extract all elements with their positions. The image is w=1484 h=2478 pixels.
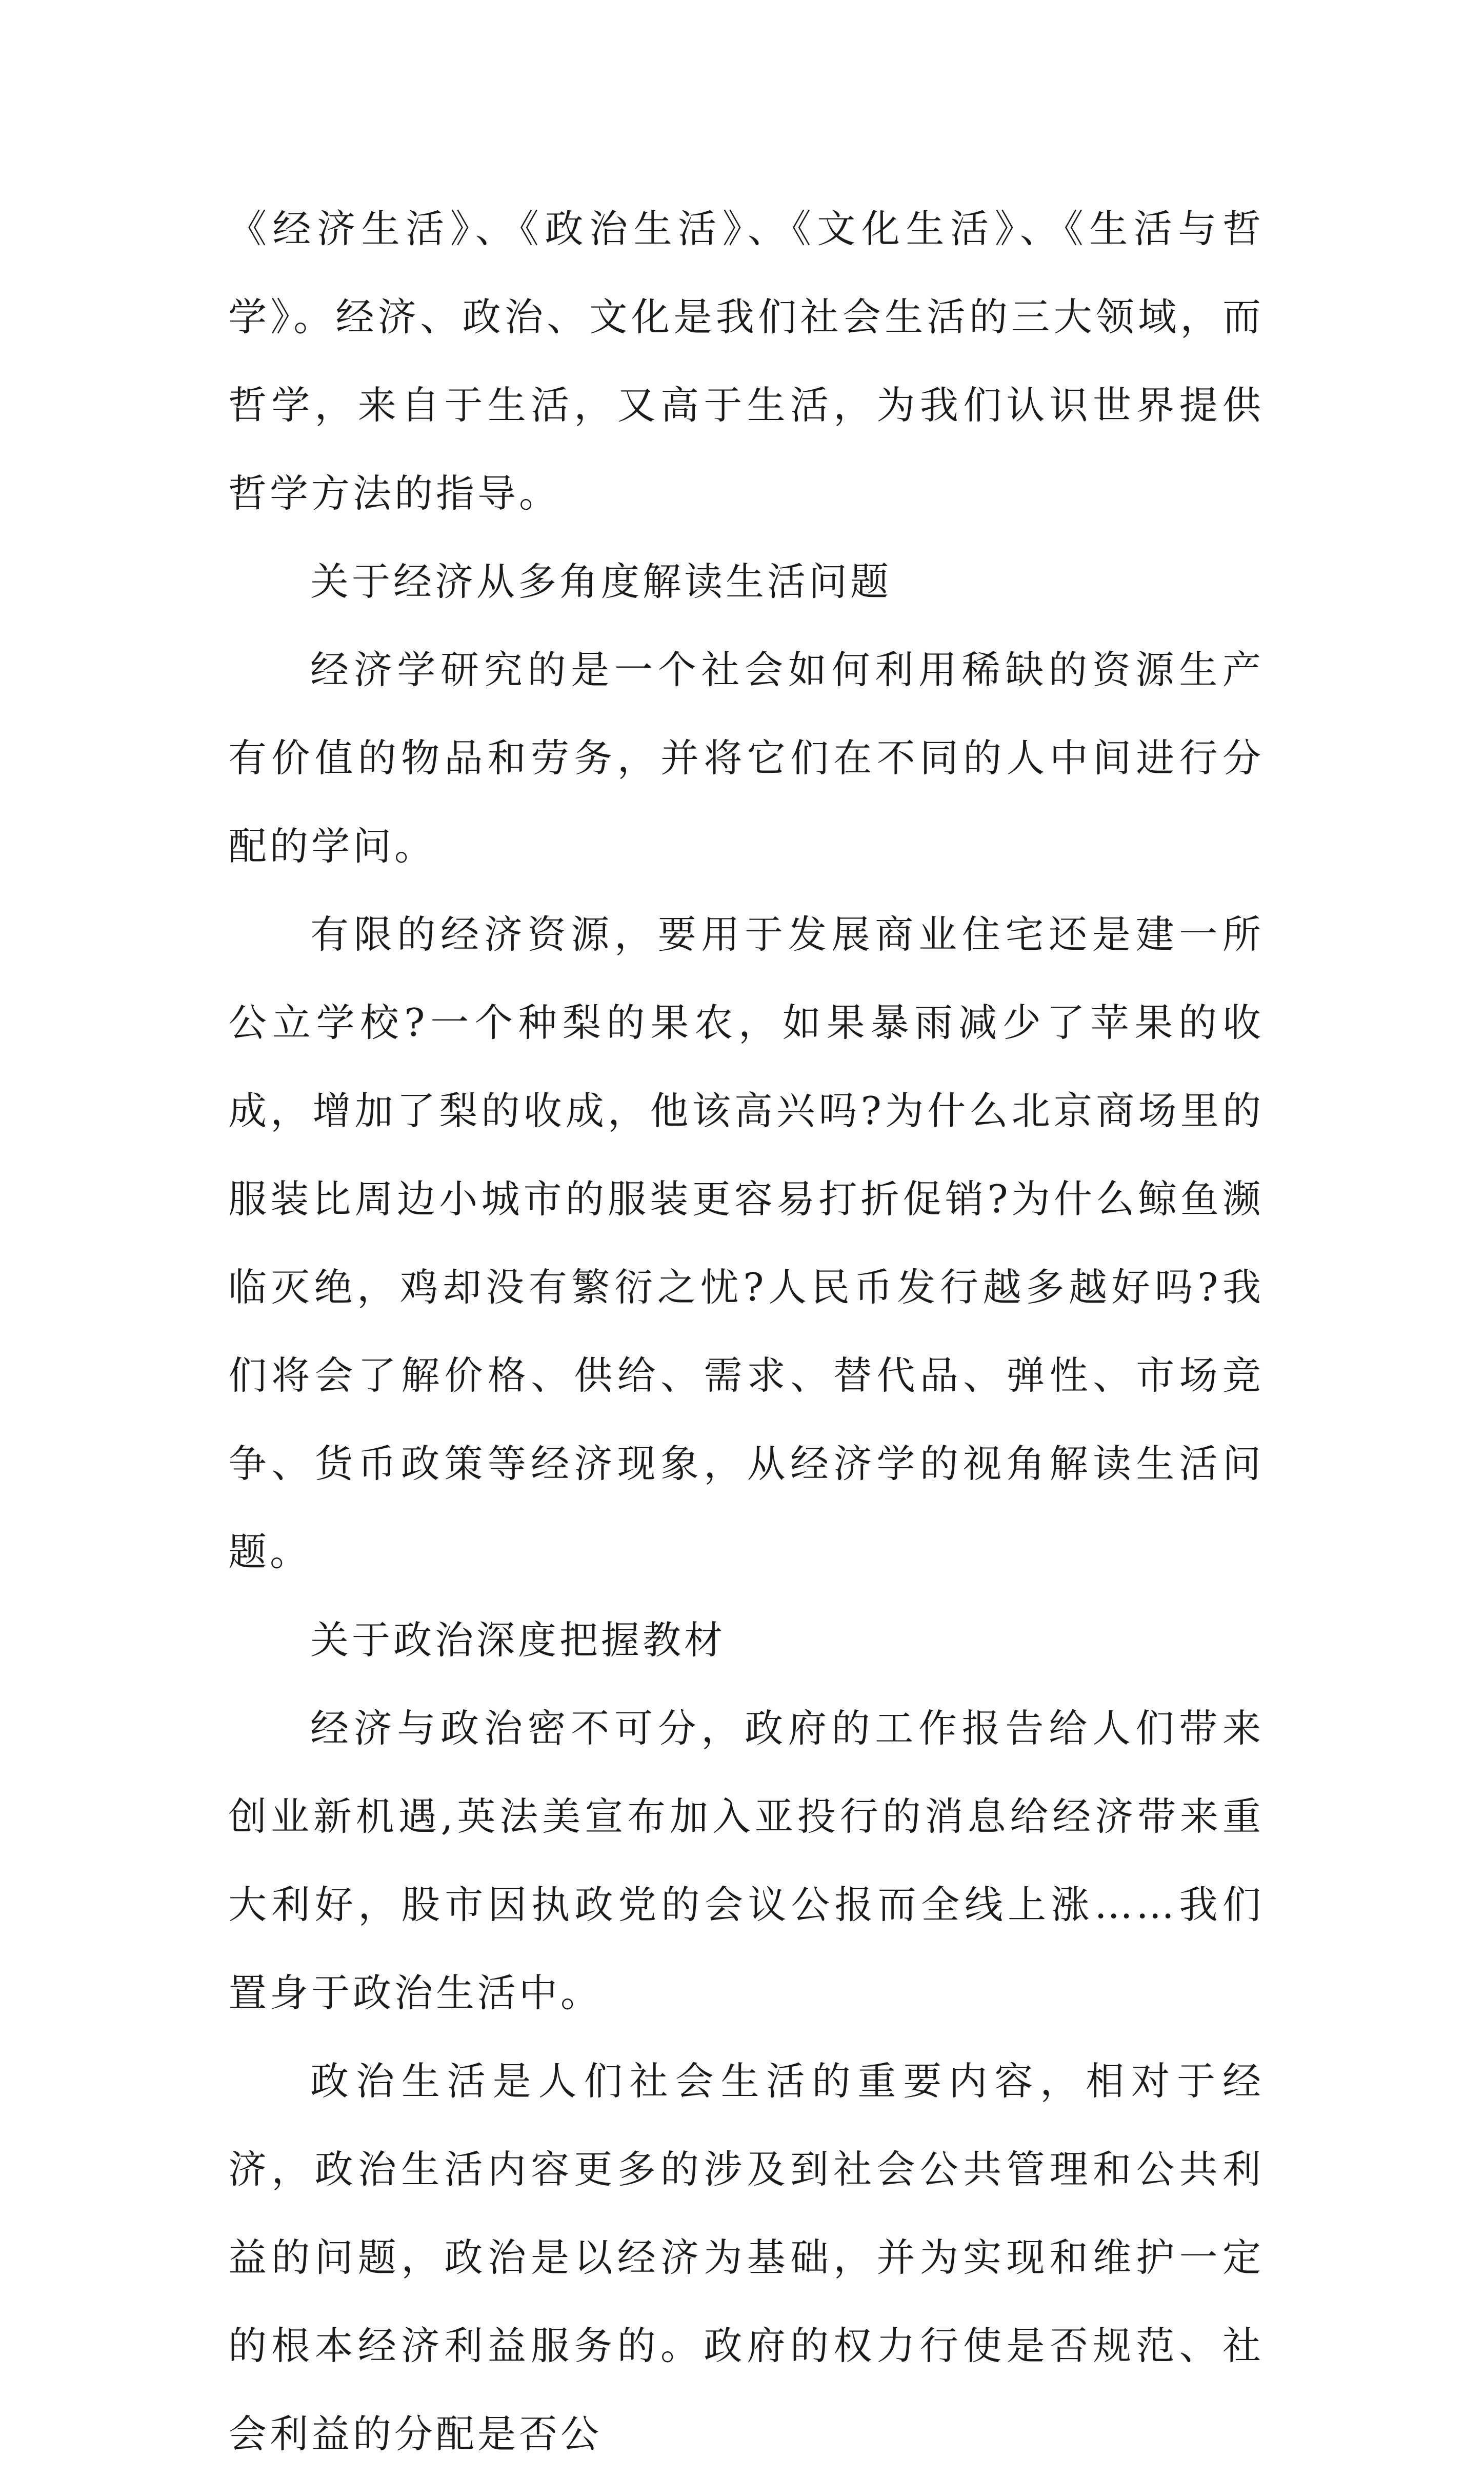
intro-paragraph: 《经济生活》、《政治生活》、《文化生活》、《生活与哲学》。经济、政治、文化是我们社会生活的三大领域，而哲学，来自于生活，又高于生活，为我们认识世界提供哲学方法的指导。 — [228, 206, 1264, 516]
document-body — [228, 185, 1264, 2478]
section-heading-economy: 关于经济从多角度解读生活问题 — [310, 559, 892, 604]
politics-intro-paragraph: 经济与政治密不可分，政府的工作报告给人们带来创业新机遇,英法美宣布加入亚投行的消息给经济带来重大利好，股市因执政党的会议公报而全线上涨……我们置身于政治生活中。 — [228, 1706, 1264, 2015]
section-heading-politics: 关于政治深度把握教材 — [310, 1617, 726, 1663]
politics-life-paragraph: 政治生活是人们社会生活的重要内容，相对于经济，政治生活内容更多的涉及到社会公共管理和公共利益的问题，政治是以经济为基础，并为实现和维护一定的根本经济利益服务的。政府的权力行使是否规范、社会利益的分配是否公 — [228, 2059, 1264, 2456]
economy-definition-paragraph: 经济学研究的是一个社会如何利用稀缺的资源生产有价值的物品和劳务，并将它们在不同的人中间进行分配的学问。 — [228, 647, 1264, 869]
economy-questions-paragraph: 有限的经济资源，要用于发展商业住宅还是建一所公立学校?一个种梨的果农，如果暴雨减少了苹果的收成，增加了梨的收成，他该高兴吗?为什么北京商场里的服装比周边小城市的服装更容易打折促销?为什么鲸鱼濒临灭绝，鸡却没有繁衍之忧?人民币发行越多越好吗?我们将会了解价格、供给、需求、替代品、弹性、市场竞争、货币政策等经济现象，从经济学的视角解读生活问题。 — [228, 912, 1264, 1574]
